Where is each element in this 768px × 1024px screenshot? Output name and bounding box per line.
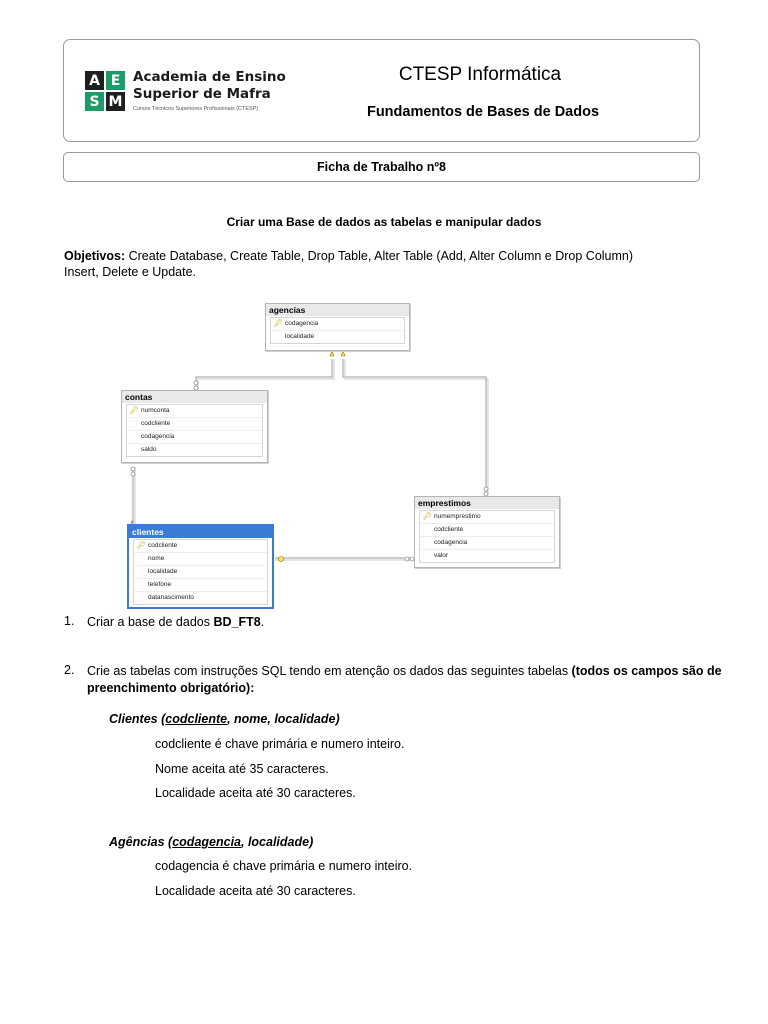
field-row[interactable] — [420, 524, 554, 537]
key-icon: 🔑︎ — [423, 513, 432, 520]
field-name: codagencia — [141, 433, 175, 440]
field-name: numemprestimo — [434, 513, 481, 520]
step-2-emphasis: (todos os campos são de preenchimento obrigatório): — [87, 664, 722, 695]
table-contas[interactable] — [121, 390, 268, 463]
field-name: telefone — [148, 581, 172, 588]
clientes-note-3: Localidade aceita até 30 caracteres. — [155, 786, 356, 800]
institution-name — [133, 69, 286, 103]
key-icon: 🔑︎ — [137, 542, 146, 549]
key-end-agencias-2 — [341, 351, 345, 356]
field-name: codcliente — [148, 542, 178, 549]
field-row[interactable] — [420, 550, 554, 562]
key-end-clientes-2 — [279, 557, 284, 562]
field-row[interactable] — [127, 418, 262, 431]
many-end-emprestimos-1 — [484, 487, 488, 491]
institution-line1: Academia de Ensino — [133, 69, 286, 85]
aesm-logo — [85, 71, 125, 111]
step-1-number: 1. — [64, 614, 75, 628]
entity-name: Clientes ( — [109, 712, 166, 726]
worksheet-title — [63, 152, 700, 182]
agencias-note-2: Localidade aceita até 30 caracteres. — [155, 884, 356, 898]
field-name: datanascimento — [148, 594, 194, 601]
table-agencias-name: agencias — [266, 304, 409, 316]
clientes-note-1: codcliente é chave primária e numero inteiro. — [155, 737, 405, 751]
entity-name: Agências ( — [109, 835, 173, 849]
step-2-body: Crie as tabelas com instruções SQL tendo em atenção os dados das seguintes tabelas — [87, 664, 572, 678]
logo-letter-s: S — [85, 92, 104, 111]
field-row[interactable] — [271, 318, 404, 331]
db-name: BD_FT8 — [213, 615, 261, 629]
objectives-text-line1: Create Database, Create Table, Drop Table, Alter Table (Add, Alter Column e Drop Column) — [125, 249, 634, 263]
entity-attrs: , nome, localidade) — [227, 712, 340, 726]
field-row[interactable] — [420, 511, 554, 524]
table-clientes-name: clientes — [129, 526, 272, 538]
logo-letter-e: E — [106, 71, 125, 90]
key-icon: 🔑︎ — [274, 320, 283, 327]
er-diagram — [110, 297, 570, 609]
field-row[interactable] — [134, 540, 267, 553]
entity-key: codagencia — [172, 835, 241, 849]
step-1-end: . — [260, 615, 265, 629]
many-end-emprestimos-2 — [405, 557, 409, 561]
table-emprestimos[interactable] — [414, 496, 560, 568]
entity-attrs: , localidade) — [241, 835, 314, 849]
table-clientes[interactable] — [127, 524, 274, 609]
field-name: codcliente — [434, 526, 464, 533]
entity-clientes — [109, 712, 340, 726]
table-emprestimos-name: emprestimos — [415, 497, 559, 509]
field-name: saldo — [141, 446, 157, 453]
task-title: Criar uma Base de dados as tabelas e manipular dados — [226, 215, 542, 229]
field-row[interactable] — [127, 431, 262, 444]
field-row[interactable] — [134, 579, 267, 592]
field-name: codagencia — [285, 320, 319, 327]
field-name: valor — [434, 552, 449, 559]
field-row[interactable] — [134, 566, 267, 579]
step-1-body: Criar a base de dados — [87, 615, 214, 629]
table-agencias[interactable] — [265, 303, 410, 351]
step-1-text — [87, 614, 707, 631]
field-name: localidade — [148, 568, 178, 575]
many-end-contas-1 — [194, 381, 198, 385]
key-end-agencias-1 — [330, 351, 334, 356]
step-2-number: 2. — [64, 663, 75, 677]
step-2-text — [87, 663, 723, 697]
entity-key: codcliente — [165, 712, 228, 726]
agencias-note-1: codagencia é chave primária e numero inteiro. — [155, 859, 413, 873]
logo-letter-a: A — [85, 71, 104, 90]
field-row[interactable] — [127, 405, 262, 418]
objectives-label: Objetivos: — [64, 249, 126, 263]
rel-contas-agencias — [196, 359, 332, 390]
logo-letter-m: M — [106, 92, 125, 111]
many-end-contas-2 — [131, 467, 135, 471]
field-name: codcliente — [141, 420, 171, 427]
subject-title: Fundamentos de Bases de Dados — [366, 104, 600, 120]
key-icon: 🔑︎ — [130, 407, 139, 414]
field-row[interactable] — [420, 537, 554, 550]
institution-line2: Superior de Mafra — [133, 86, 271, 102]
field-row[interactable] — [127, 444, 262, 456]
table-contas-name: contas — [122, 391, 267, 403]
clientes-note-2: Nome aceita até 35 caracteres. — [155, 762, 329, 776]
worksheet-title-text: Ficha de Trabalho nº8 — [317, 160, 446, 174]
objectives — [64, 248, 704, 280]
field-name: localidade — [285, 333, 315, 340]
field-name: numconta — [141, 407, 170, 414]
field-name: codagencia — [434, 539, 468, 546]
field-name: nome — [148, 555, 165, 562]
entity-agencias — [109, 835, 313, 849]
field-row[interactable] — [134, 592, 267, 604]
field-row[interactable] — [134, 553, 267, 566]
institution-subtitle: Cursos Técnicos Superiores Profissionais (CTESP) — [133, 106, 259, 112]
course-title: CTESP Informática — [398, 64, 562, 85]
field-row[interactable] — [271, 331, 404, 343]
objectives-text-line2: Insert, Delete e Update. — [64, 265, 197, 279]
